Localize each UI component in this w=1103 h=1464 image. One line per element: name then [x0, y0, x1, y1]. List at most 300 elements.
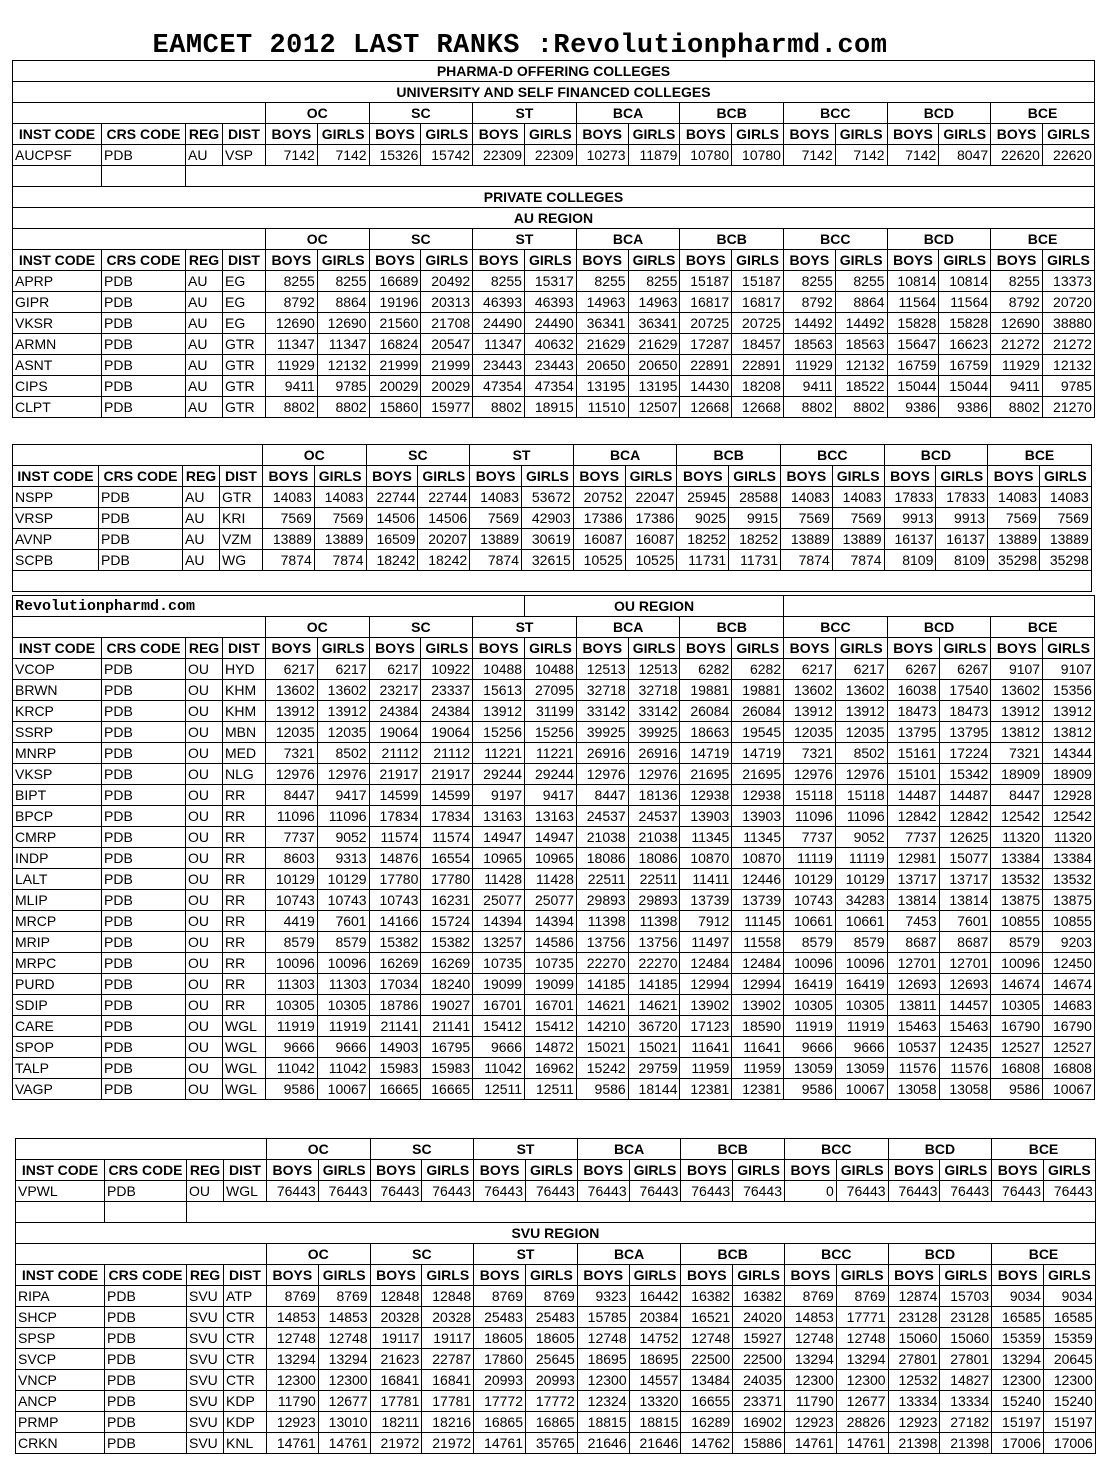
table-cell: 22620 [991, 145, 1043, 166]
table-cell: 27801 [940, 1349, 992, 1370]
table-cell: 10067 [317, 1079, 369, 1100]
table-cell: 12668 [732, 397, 784, 418]
table-cell: 16137 [936, 529, 988, 550]
table-cell: 20645 [1043, 1349, 1095, 1370]
table-cell: 15118 [784, 785, 836, 806]
table-cell: 11428 [525, 869, 577, 890]
category-header: BCD [888, 1244, 992, 1265]
column-header-dist: DIST [224, 1160, 267, 1181]
table-cell: 18915 [524, 397, 576, 418]
table-cell: 15927 [733, 1328, 785, 1349]
table-cell: 15613 [473, 680, 525, 701]
table-cell: OU [186, 1016, 223, 1037]
table-cell: 10525 [625, 550, 677, 571]
table-cell: 14762 [681, 1433, 733, 1454]
table-cell: 22511 [628, 869, 680, 890]
table-cell: 21972 [370, 1433, 422, 1454]
table-cell: 36720 [628, 1016, 680, 1037]
table-cell: 19196 [369, 292, 421, 313]
table-cell: 13889 [1039, 529, 1091, 550]
table-cell: 9025 [677, 508, 729, 529]
table-cell: 12511 [473, 1079, 525, 1100]
table-cell: 20720 [1042, 292, 1094, 313]
table-cell: 13294 [836, 1349, 888, 1370]
table-cell: 12381 [732, 1079, 784, 1100]
table-cell: 6217 [784, 659, 836, 680]
table-cell: 21141 [369, 1016, 421, 1037]
table-cell: 20650 [576, 355, 628, 376]
table-cell: 19545 [732, 722, 784, 743]
table-cell: PURD [13, 974, 102, 995]
table-cell: PDB [102, 890, 186, 911]
table-cell: 13532 [1043, 869, 1095, 890]
table-cell: 19064 [421, 722, 473, 743]
table-cell: 12701 [939, 953, 991, 974]
table-cell: VKSR [13, 313, 102, 334]
table-cell: 8447 [991, 785, 1043, 806]
category-header: BCD [888, 1139, 992, 1160]
table-row [13, 659, 1095, 680]
table-cell: 10780 [732, 145, 784, 166]
table-cell: 12450 [1043, 953, 1095, 974]
table-cell: 20752 [573, 487, 625, 508]
table-cell: 9052 [835, 827, 887, 848]
table-cell: 21629 [576, 334, 628, 355]
table-cell: 12748 [785, 1328, 837, 1349]
table-cell: SVU [187, 1307, 224, 1328]
table-cell: 13902 [680, 995, 732, 1016]
table-body-ou-1 [13, 659, 1095, 1100]
table-cell: PDB [102, 701, 186, 722]
table-cell: 11879 [628, 145, 680, 166]
table-cell: 13532 [991, 869, 1043, 890]
table-cell: 20384 [629, 1307, 681, 1328]
table-cell: 10525 [573, 550, 625, 571]
column-header-dist: DIST [223, 638, 266, 659]
table-cell: 9417 [317, 785, 369, 806]
table-cell: VKSP [13, 764, 102, 785]
table-cell: 17006 [1043, 1433, 1095, 1454]
table-cell: 10661 [784, 911, 836, 932]
table-cell: 14621 [628, 995, 680, 1016]
table-cell: 9785 [1042, 376, 1094, 397]
table-cell: 15382 [421, 932, 473, 953]
table-cell: 18242 [366, 550, 418, 571]
table-cell: 12748 [836, 1328, 888, 1349]
table-cell: 12701 [887, 953, 939, 974]
table-cell: 22047 [625, 487, 677, 508]
table-cell: 13889 [470, 529, 522, 550]
column-header-girls: GIRLS [936, 466, 988, 487]
table-cell: BPCP [13, 806, 102, 827]
table-cell: 14185 [628, 974, 680, 995]
table-cell: VSP [223, 145, 266, 166]
table-row [13, 932, 1095, 953]
table-cell: 7569 [314, 508, 366, 529]
section-row [13, 187, 1095, 208]
table-cell: OU [186, 995, 223, 1016]
table-cell: 16382 [681, 1286, 733, 1307]
column-header-girls: GIRLS [939, 638, 991, 659]
table-cell: 8255 [835, 271, 887, 292]
table-cell: 14761 [785, 1433, 837, 1454]
table-cell: 16419 [835, 974, 887, 995]
table-cell: OU [186, 722, 223, 743]
table-cell: 21272 [991, 334, 1043, 355]
table-cell: 9417 [525, 785, 577, 806]
column-header-girls: GIRLS [835, 638, 887, 659]
table-row [16, 1391, 1096, 1412]
table-cell: 9107 [1043, 659, 1095, 680]
table-cell: 9586 [784, 1079, 836, 1100]
table-cell: 13795 [887, 722, 939, 743]
category-header: OC [263, 445, 367, 466]
table-cell: 15240 [992, 1391, 1044, 1412]
category-header: BCB [677, 445, 781, 466]
table-cell: 7874 [832, 550, 884, 571]
table-cell: 8802 [835, 397, 887, 418]
table-cell: PDB [105, 1307, 187, 1328]
table-cell: 7874 [263, 550, 315, 571]
table-cell: 18522 [835, 376, 887, 397]
table-cell: GTR [223, 397, 266, 418]
table-cell: 9411 [266, 376, 318, 397]
table-cell: 10735 [473, 953, 525, 974]
table-cell: 17386 [573, 508, 625, 529]
table-cell: 8792 [783, 292, 835, 313]
table-cell: 15828 [887, 313, 939, 334]
table-cell: 12542 [991, 806, 1043, 827]
table-row [13, 743, 1095, 764]
table-cell: 8802 [991, 397, 1043, 418]
table-cell: 9915 [729, 508, 781, 529]
table-cell: 32615 [522, 550, 574, 571]
table-cell: 10129 [317, 869, 369, 890]
table-cell: 18909 [1043, 764, 1095, 785]
column-header-girls: GIRLS [526, 1160, 578, 1181]
table-cell: 9913 [884, 508, 936, 529]
table-cell: RR [223, 785, 266, 806]
table-cell: MLIP [13, 890, 102, 911]
table-cell: 11042 [473, 1058, 525, 1079]
table-body-ou-2 [16, 1181, 1096, 1202]
table-cell: AU [183, 529, 220, 550]
table-cell: 10814 [939, 271, 991, 292]
table-cell: AVNP [13, 529, 99, 550]
table-cell: 11919 [266, 1016, 318, 1037]
table-header [16, 1139, 1096, 1181]
column-header-girls: GIRLS [832, 466, 884, 487]
table-cell: 22891 [680, 355, 732, 376]
table-cell: 9666 [473, 1037, 525, 1058]
table-cell: 27182 [940, 1412, 992, 1433]
column-header-girls: GIRLS [421, 250, 473, 271]
table-cell: PDB [99, 529, 183, 550]
table-cell: 12690 [991, 313, 1043, 334]
table-cell: 16087 [625, 529, 677, 550]
table-cell: 13912 [1043, 701, 1095, 722]
table-cell: 11096 [784, 806, 836, 827]
table-cell: MRCP [13, 911, 102, 932]
column-header-inst-code: INST CODE [16, 1160, 105, 1181]
column-header-boys: BOYS [573, 466, 625, 487]
table-cell: 11929 [991, 355, 1043, 376]
table-cell: 16038 [887, 680, 939, 701]
table-cell: 76443 [888, 1181, 940, 1202]
table-cell: 8769 [526, 1286, 578, 1307]
category-header: BCE [991, 229, 1095, 250]
table-cell: PDB [105, 1286, 187, 1307]
table-cell: 20207 [418, 529, 470, 550]
table-cell: 12923 [267, 1412, 319, 1433]
table-row [16, 1433, 1096, 1454]
banner-university: UNIVERSITY AND SELF FINANCED COLLEGES [13, 82, 1095, 103]
table-cell: 7912 [680, 911, 732, 932]
table-cell: 16137 [884, 529, 936, 550]
column-header-boys: BOYS [474, 1160, 526, 1181]
column-header-girls: GIRLS [1042, 250, 1094, 271]
column-header-boys: BOYS [267, 1160, 319, 1181]
table-cell: 12923 [785, 1412, 837, 1433]
table-cell: 6282 [732, 659, 784, 680]
column-header-boys: BOYS [681, 1265, 733, 1286]
table-cell: SPSP [16, 1328, 105, 1349]
table-cell: 76443 [681, 1181, 733, 1202]
table-cell: 13912 [784, 701, 836, 722]
category-header: BCA [576, 103, 680, 124]
table-cell: 19117 [370, 1328, 422, 1349]
table-cell: 11574 [369, 827, 421, 848]
section-private: PRIVATE COLLEGES [13, 187, 1095, 208]
table-cell: 18086 [628, 848, 680, 869]
table-cell: 29759 [628, 1058, 680, 1079]
table-cell: 11641 [680, 1037, 732, 1058]
column-header-girls: GIRLS [1039, 466, 1091, 487]
table-cell: 12527 [1043, 1037, 1095, 1058]
table-cell: 13902 [732, 995, 784, 1016]
column-header-boys: BOYS [784, 638, 836, 659]
table-cell: WG [220, 550, 263, 571]
table-cell: 11959 [680, 1058, 732, 1079]
table-cell: 34283 [835, 890, 887, 911]
category-header: BCA [577, 1139, 681, 1160]
table-cell: 13373 [1042, 271, 1094, 292]
table-cell: 11919 [784, 1016, 836, 1037]
table-cell: 10855 [991, 911, 1043, 932]
table-cell: 10870 [732, 848, 784, 869]
table-cell: 11398 [576, 911, 628, 932]
table-cell: 7737 [266, 827, 318, 848]
column-header-boys: BOYS [992, 1160, 1044, 1181]
column-header-boys: BOYS [991, 124, 1043, 145]
category-header: BCE [991, 103, 1095, 124]
table-cell: 13889 [988, 529, 1040, 550]
category-header: BCB [681, 1244, 785, 1265]
table-cell: 7874 [781, 550, 833, 571]
table-cell: 13059 [835, 1058, 887, 1079]
table-row [13, 680, 1095, 701]
column-header-boys: BOYS [366, 466, 418, 487]
table-cell: 13739 [680, 890, 732, 911]
table-cell: 26916 [628, 743, 680, 764]
table-cell: 14599 [421, 785, 473, 806]
table-cell: 46393 [473, 292, 525, 313]
table-cell: 7737 [887, 827, 939, 848]
table-row [16, 1370, 1096, 1391]
table-cell: LALT [13, 869, 102, 890]
ranks-table-au-1 [12, 60, 1095, 418]
category-header: BCC [785, 1244, 889, 1265]
table-cell: 15742 [421, 145, 473, 166]
table-cell: OU [186, 659, 223, 680]
ranks-table-svu [15, 1138, 1096, 1454]
table-cell: 12693 [939, 974, 991, 995]
table-cell: 15886 [733, 1433, 785, 1454]
table-cell: 12035 [784, 722, 836, 743]
table-cell: 18563 [835, 334, 887, 355]
table-cell: 22891 [732, 355, 784, 376]
table-cell: 6217 [266, 659, 318, 680]
column-header-girls: GIRLS [628, 124, 680, 145]
table-cell: 18590 [732, 1016, 784, 1037]
table-cell: 8447 [266, 785, 318, 806]
table-cell: 23128 [888, 1307, 940, 1328]
table-cell: KDP [224, 1412, 267, 1433]
table-cell: 12132 [317, 355, 369, 376]
table-cell: 14761 [474, 1433, 526, 1454]
table-cell: 19117 [422, 1328, 474, 1349]
table-cell: 18457 [732, 334, 784, 355]
table-cell: 25945 [677, 487, 729, 508]
table-cell: 17780 [421, 869, 473, 890]
table-cell: 19064 [369, 722, 421, 743]
table-cell: PDB [102, 355, 186, 376]
table-cell: 18473 [887, 701, 939, 722]
table-cell: 16585 [992, 1307, 1044, 1328]
table-cell: 20725 [732, 313, 784, 334]
table-cell: 13195 [576, 376, 628, 397]
table-cell: 12690 [266, 313, 318, 334]
column-header-crs-code: CRS CODE [102, 124, 186, 145]
category-header: BCC [784, 617, 888, 638]
table-cell: 27801 [888, 1349, 940, 1370]
column-header-crs-code: CRS CODE [99, 466, 183, 487]
table-cell: 18695 [629, 1349, 681, 1370]
column-header-girls: GIRLS [1043, 1265, 1095, 1286]
column-header-boys: BOYS [681, 1160, 733, 1181]
table-cell: 8769 [836, 1286, 888, 1307]
table-cell: 15317 [524, 271, 576, 292]
column-header-boys: BOYS [887, 638, 939, 659]
table-cell: 12994 [732, 974, 784, 995]
table-cell: CARE [13, 1016, 102, 1037]
table-cell: KRI [220, 508, 263, 529]
table-cell: GTR [220, 487, 263, 508]
table-cell: 22309 [473, 145, 525, 166]
table-cell: 8864 [317, 292, 369, 313]
table-cell: SDIP [13, 995, 102, 1016]
table-cell: 8769 [318, 1286, 370, 1307]
table-cell: 9203 [1043, 932, 1095, 953]
column-header-girls: GIRLS [421, 638, 473, 659]
table-cell: 21708 [421, 313, 473, 334]
table-cell: PDB [102, 334, 186, 355]
table-cell: 8255 [317, 271, 369, 292]
column-header-girls: GIRLS [1043, 1160, 1095, 1181]
table-cell: 12976 [835, 764, 887, 785]
table-cell: 14083 [781, 487, 833, 508]
table-cell: 20547 [421, 334, 473, 355]
table-cell: 21695 [680, 764, 732, 785]
table-cell: 16554 [421, 848, 473, 869]
table-cell: 12677 [836, 1391, 888, 1412]
table-cell: TALP [13, 1058, 102, 1079]
table-cell: 29893 [576, 890, 628, 911]
table-row [13, 508, 1092, 529]
table-cell: 22511 [576, 869, 628, 890]
table-cell: 14210 [576, 1016, 628, 1037]
table-cell: 11428 [473, 869, 525, 890]
table-cell: 33142 [576, 701, 628, 722]
table-cell: WGL [223, 1058, 266, 1079]
table-cell: 14344 [1043, 743, 1095, 764]
table-cell: PDB [102, 313, 186, 334]
category-header: OC [266, 617, 370, 638]
table-cell: 15256 [525, 722, 577, 743]
table-cell: 13912 [991, 701, 1043, 722]
category-header: SC [369, 617, 473, 638]
table-cell: PDB [105, 1349, 187, 1370]
table-cell: 17006 [992, 1433, 1044, 1454]
table-cell: 22744 [418, 487, 470, 508]
table-cell: 76443 [474, 1181, 526, 1202]
column-header-inst-code: INST CODE [16, 1265, 105, 1286]
table-row [13, 397, 1095, 418]
table-cell: 14487 [887, 785, 939, 806]
table-cell: 9666 [317, 1037, 369, 1058]
table-cell: 8255 [991, 271, 1043, 292]
table-cell: 14083 [470, 487, 522, 508]
table-cell: 11959 [732, 1058, 784, 1079]
table-cell: 12677 [318, 1391, 370, 1412]
table-cell: SVCP [16, 1349, 105, 1370]
table-cell: 11345 [680, 827, 732, 848]
table-cell: 15161 [887, 743, 939, 764]
table-cell: 13602 [266, 680, 318, 701]
table-cell: 8603 [266, 848, 318, 869]
table-cell: 11042 [317, 1058, 369, 1079]
table-cell: 14719 [732, 743, 784, 764]
category-header: OC [267, 1139, 371, 1160]
table-cell: PDB [102, 848, 186, 869]
table-cell: 22500 [681, 1349, 733, 1370]
table-cell: 0 [785, 1181, 837, 1202]
table-cell: 8447 [576, 785, 628, 806]
category-header: BCA [577, 1244, 681, 1265]
table-header [13, 229, 1095, 271]
table-cell: OU [186, 701, 223, 722]
table-cell: 14947 [525, 827, 577, 848]
table-cell: 8769 [267, 1286, 319, 1307]
table-cell: 8109 [936, 550, 988, 571]
table-cell: 15326 [369, 145, 421, 166]
table-cell: 10129 [784, 869, 836, 890]
table-cell: 8769 [474, 1286, 526, 1307]
column-header-girls: GIRLS [733, 1265, 785, 1286]
table-cell: 18909 [991, 764, 1043, 785]
table-cell: 14394 [473, 911, 525, 932]
table-header [13, 103, 1095, 145]
